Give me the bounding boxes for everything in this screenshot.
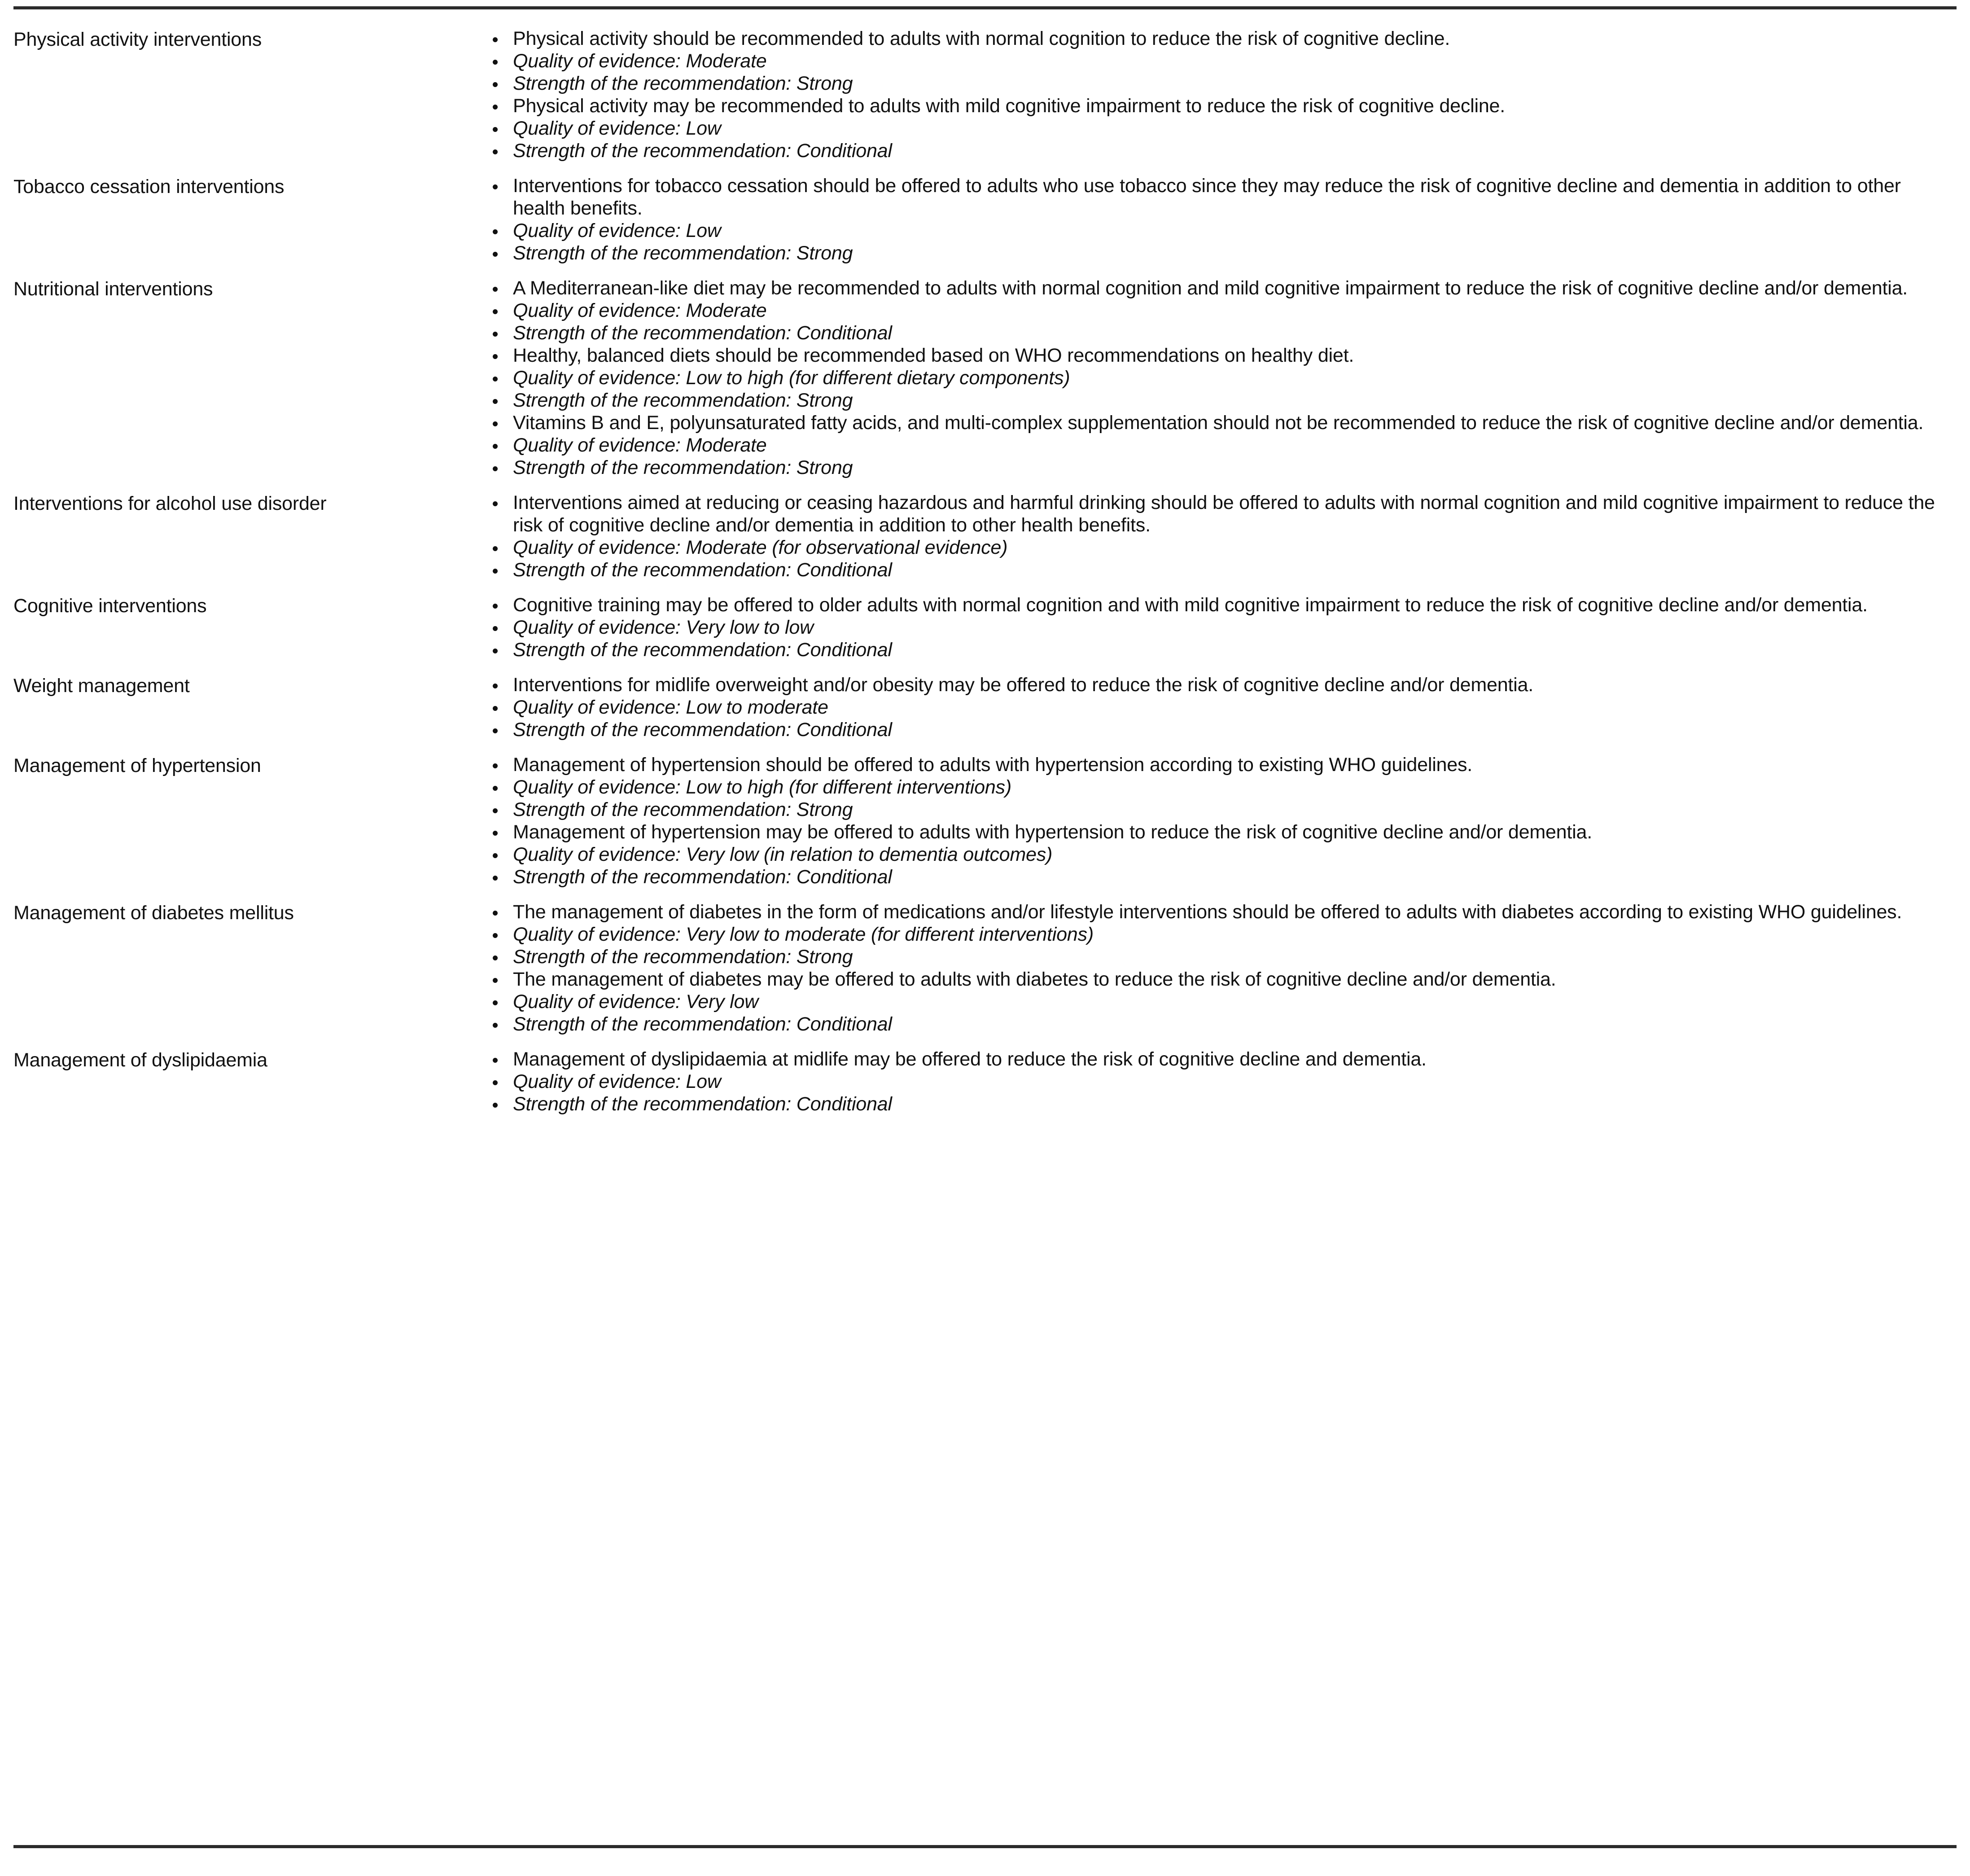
recommendation-item: The management of diabetes may be offered to adults with diabetes to reduce the risk of cognitive decline and/or dementia.	[489, 968, 1957, 991]
row-spacer-cell	[13, 661, 1957, 674]
recommendations-cell	[489, 901, 1957, 1035]
row-spacer	[13, 661, 1957, 674]
table-row	[13, 1048, 1957, 1115]
category-cell	[13, 27, 489, 162]
category-label: Weight management	[13, 675, 190, 697]
recommendations-table-container	[0, 6, 1970, 1876]
recommendation-meta-item: Strength of the recommendation: Strong	[489, 946, 1957, 968]
table-body	[13, 27, 1957, 1115]
category-label: Management of hypertension	[13, 755, 261, 776]
row-spacer-cell	[13, 264, 1957, 277]
recommendation-item: Healthy, balanced diets should be recommended based on WHO recommendations on healthy diet.	[489, 344, 1957, 367]
recommendation-meta-item: Quality of evidence: Low to moderate	[489, 696, 1957, 719]
row-spacer-cell	[13, 162, 1957, 175]
recommendation-item: Cognitive training may be offered to older adults with normal cognition and with mild cognitive impairment to reduce the risk of cognitive decline and/or dementia.	[489, 594, 1957, 616]
recommendation-meta-item: Strength of the recommendation: Strong	[489, 798, 1957, 821]
table-row	[13, 491, 1957, 581]
recommendation-meta-item: Quality of evidence: Low	[489, 117, 1957, 140]
recommendation-item: Interventions aimed at reducing or ceasing hazardous and harmful drinking should be offered to adults with normal cognition and mild cognitive impairment to reduce the risk of cognitive decline and/or dementia in addition to other health benefits.	[489, 491, 1957, 536]
table-row	[13, 754, 1957, 888]
row-spacer	[13, 162, 1957, 175]
category-cell	[13, 175, 489, 264]
recommendation-bullet-list	[489, 27, 1957, 162]
row-spacer	[13, 581, 1957, 594]
recommendation-bullet-list	[489, 1048, 1957, 1115]
category-cell	[13, 1048, 489, 1115]
recommendation-item: Physical activity may be recommended to adults with mild cognitive impairment to reduce the risk of cognitive decline.	[489, 95, 1957, 117]
recommendation-meta-item: Quality of evidence: Very low (in relation to dementia outcomes)	[489, 843, 1957, 866]
table-row	[13, 175, 1957, 264]
recommendation-bullet-list	[489, 594, 1957, 661]
recommendation-meta-item: Quality of evidence: Moderate	[489, 50, 1957, 72]
category-label: Management of dyslipidaemia	[13, 1049, 267, 1071]
recommendation-meta-item: Quality of evidence: Low	[489, 219, 1957, 242]
recommendation-item: Physical activity should be recommended to adults with normal cognition to reduce the risk of cognitive decline.	[489, 27, 1957, 50]
category-label: Management of diabetes mellitus	[13, 902, 294, 924]
table-top-rule	[13, 6, 1957, 9]
category-label: Tobacco cessation interventions	[13, 176, 285, 197]
recommendation-meta-item: Strength of the recommendation: Strong	[489, 389, 1957, 412]
recommendation-meta-item: Strength of the recommendation: Strong	[489, 72, 1957, 95]
recommendation-meta-item: Quality of evidence: Low to high (for different dietary components)	[489, 367, 1957, 389]
category-cell	[13, 277, 489, 479]
recommendation-meta-item: Strength of the recommendation: Conditional	[489, 866, 1957, 888]
table-bottom-rule	[13, 1845, 1957, 1848]
row-spacer	[13, 1035, 1957, 1048]
recommendation-item: Vitamins B and E, polyunsaturated fatty acids, and multi-complex supplementation should not be recommended to reduce the risk of cognitive decline and/or dementia.	[489, 412, 1957, 434]
table-row	[13, 27, 1957, 162]
recommendations-cell	[489, 594, 1957, 661]
recommendation-bullet-list	[489, 754, 1957, 888]
recommendation-meta-item: Strength of the recommendation: Strong	[489, 242, 1957, 264]
recommendation-bullet-list	[489, 175, 1957, 264]
row-spacer-cell	[13, 581, 1957, 594]
recommendations-cell	[489, 754, 1957, 888]
recommendation-meta-item: Strength of the recommendation: Conditional	[489, 140, 1957, 162]
category-label: Nutritional interventions	[13, 278, 213, 300]
recommendation-meta-item: Quality of evidence: Moderate	[489, 299, 1957, 322]
table-row	[13, 674, 1957, 741]
row-spacer-cell	[13, 888, 1957, 901]
table-row	[13, 277, 1957, 479]
recommendation-item: Management of hypertension should be offered to adults with hypertension according to existing WHO guidelines.	[489, 754, 1957, 776]
recommendation-meta-item: Strength of the recommendation: Strong	[489, 456, 1957, 479]
row-spacer-cell	[13, 1035, 1957, 1048]
recommendation-item: Interventions for tobacco cessation should be offered to adults who use tobacco since they may reduce the risk of cognitive decline and dementia in addition to other health benefits.	[489, 175, 1957, 219]
recommendations-cell	[489, 27, 1957, 162]
recommendation-bullet-list	[489, 277, 1957, 479]
row-spacer	[13, 479, 1957, 491]
recommendation-meta-item: Strength of the recommendation: Conditional	[489, 1093, 1957, 1115]
category-label: Physical activity interventions	[13, 29, 262, 50]
recommendation-item: A Mediterranean-like diet may be recommended to adults with normal cognition and mild cognitive impairment to reduce the risk of cognitive decline and/or dementia.	[489, 277, 1957, 299]
recommendation-meta-item: Quality of evidence: Moderate (for observational evidence)	[489, 536, 1957, 559]
recommendation-meta-item: Quality of evidence: Moderate	[489, 434, 1957, 456]
recommendation-bullet-list	[489, 901, 1957, 1035]
recommendation-item: The management of diabetes in the form of medications and/or lifestyle interventions should be offered to adults with diabetes according to existing WHO guidelines.	[489, 901, 1957, 923]
recommendation-meta-item: Quality of evidence: Very low to low	[489, 616, 1957, 639]
recommendation-bullet-list	[489, 674, 1957, 741]
category-label: Interventions for alcohol use disorder	[13, 493, 327, 514]
row-spacer	[13, 741, 1957, 754]
recommendation-meta-item: Quality of evidence: Low to high (for different interventions)	[489, 776, 1957, 798]
row-spacer-cell	[13, 741, 1957, 754]
row-spacer	[13, 264, 1957, 277]
recommendation-meta-item: Strength of the recommendation: Conditional	[489, 322, 1957, 344]
recommendations-cell	[489, 175, 1957, 264]
recommendations-table	[13, 27, 1957, 1115]
table-row	[13, 594, 1957, 661]
recommendation-meta-item: Quality of evidence: Low	[489, 1070, 1957, 1093]
recommendations-cell	[489, 491, 1957, 581]
table-row	[13, 901, 1957, 1035]
recommendation-item: Management of dyslipidaemia at midlife may be offered to reduce the risk of cognitive decline and dementia.	[489, 1048, 1957, 1070]
category-cell	[13, 901, 489, 1035]
category-cell	[13, 491, 489, 581]
recommendation-meta-item: Strength of the recommendation: Conditional	[489, 719, 1957, 741]
recommendations-cell	[489, 277, 1957, 479]
recommendation-meta-item: Strength of the recommendation: Conditional	[489, 639, 1957, 661]
recommendation-bullet-list	[489, 491, 1957, 581]
row-spacer	[13, 888, 1957, 901]
category-label: Cognitive interventions	[13, 595, 207, 617]
recommendation-item: Interventions for midlife overweight and/or obesity may be offered to reduce the risk of cognitive decline and/or dementia.	[489, 674, 1957, 696]
recommendation-meta-item: Strength of the recommendation: Conditional	[489, 1013, 1957, 1035]
recommendation-meta-item: Strength of the recommendation: Conditional	[489, 559, 1957, 581]
row-spacer-cell	[13, 479, 1957, 491]
category-cell	[13, 674, 489, 741]
recommendation-item: Management of hypertension may be offered to adults with hypertension to reduce the risk of cognitive decline and/or dementia.	[489, 821, 1957, 843]
recommendation-meta-item: Quality of evidence: Very low to moderate (for different interventions)	[489, 923, 1957, 946]
recommendations-cell	[489, 1048, 1957, 1115]
recommendations-cell	[489, 674, 1957, 741]
category-cell	[13, 594, 489, 661]
category-cell	[13, 754, 489, 888]
recommendation-meta-item: Quality of evidence: Very low	[489, 991, 1957, 1013]
